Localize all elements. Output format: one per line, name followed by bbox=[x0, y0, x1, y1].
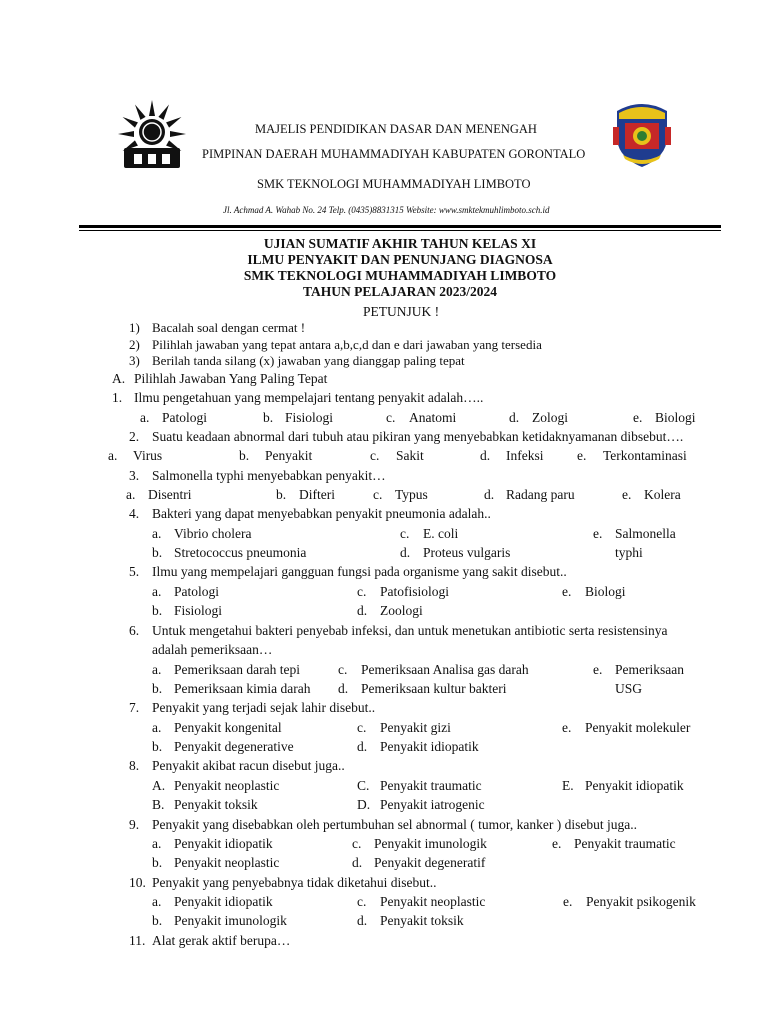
option-letter: e. bbox=[562, 584, 572, 599]
option-letter: a. bbox=[108, 448, 118, 463]
instruction-text: Pilihlah jawaban yang tepat antara a,b,c,d dan e dari jawaban yang tersedia bbox=[152, 337, 542, 352]
option-letter: d. bbox=[352, 855, 363, 870]
option-letter: e. bbox=[633, 410, 643, 425]
option-letter: a. bbox=[126, 487, 136, 502]
option-text: Penyakit neoplastic bbox=[174, 855, 280, 870]
option-letter: e. bbox=[593, 662, 603, 677]
option-text: Penyakit idiopatik bbox=[585, 778, 684, 793]
question-text: Suatu keadaan abnormal dari tubuh atau pikiran yang menyebabkan ketidaknyamanan dibsebut…. bbox=[152, 429, 684, 444]
option-letter: e. bbox=[593, 526, 603, 541]
header-address: Jl. Achmad A. Wahab No. 24 Telp. (0435)8831315 Website: www.smktekmuhlimboto.sch.id bbox=[223, 205, 550, 215]
option-letter: c. bbox=[338, 662, 348, 677]
option-letter: d. bbox=[338, 681, 349, 696]
section-number: A. bbox=[112, 371, 126, 386]
option-letter: d. bbox=[484, 487, 495, 502]
option-text: Pemeriksaan Analisa gas darah bbox=[361, 662, 529, 677]
option-text: Penyakit idiopatik bbox=[380, 739, 479, 754]
option-text: Patologi bbox=[174, 584, 220, 599]
option-letter: a. bbox=[152, 662, 162, 677]
question-number: 6. bbox=[129, 623, 140, 638]
option-text: Zoologi bbox=[380, 603, 423, 618]
question-text: Penyakit yang penyebabnya tidak diketahui disebut.. bbox=[152, 875, 437, 890]
option-letter: B. bbox=[152, 797, 165, 812]
question-number: 3. bbox=[129, 468, 140, 483]
question-text: Alat gerak aktif berupa… bbox=[152, 933, 291, 948]
option-letter: e. bbox=[552, 836, 562, 851]
option-text: Kolera bbox=[644, 487, 681, 502]
option-text: E. coli bbox=[423, 526, 459, 541]
option-text-continued: typhi bbox=[615, 545, 643, 560]
option-letter: d. bbox=[357, 603, 368, 618]
question-text: Bakteri yang dapat menyebabkan penyakit pneumonia adalah.. bbox=[152, 506, 491, 521]
option-text: Penyakit traumatic bbox=[380, 778, 482, 793]
option-text: Penyakit toksik bbox=[380, 913, 464, 928]
option-text: Fisiologi bbox=[285, 410, 334, 425]
option-letter: e. bbox=[622, 487, 632, 502]
option-text: Penyakit iatrogenic bbox=[380, 797, 485, 812]
option-letter: d. bbox=[400, 545, 411, 560]
question-number: 8. bbox=[129, 758, 140, 773]
option-text: Patologi bbox=[162, 410, 208, 425]
option-text: Vibrio cholera bbox=[174, 526, 252, 541]
question-number: 2. bbox=[129, 429, 140, 444]
option-text: Penyakit bbox=[265, 448, 313, 463]
option-letter: a. bbox=[152, 836, 162, 851]
header-rule-thin bbox=[79, 230, 721, 231]
exam-title-1: UJIAN SUMATIF AKHIR TAHUN KELAS XI bbox=[263, 236, 537, 251]
option-text: Biologi bbox=[655, 410, 696, 425]
question-number: 10. bbox=[129, 875, 146, 890]
option-letter: c. bbox=[370, 448, 380, 463]
exam-title-3: SMK TEKNOLOGI MUHAMMADIYAH LIMBOTO bbox=[243, 268, 557, 283]
option-letter: e. bbox=[563, 894, 573, 909]
option-letter: b. bbox=[239, 448, 250, 463]
instruction-number: 2) bbox=[129, 337, 140, 352]
option-text: Zologi bbox=[532, 410, 568, 425]
option-text: Infeksi bbox=[506, 448, 544, 463]
option-letter: C. bbox=[357, 778, 370, 793]
question-text: Salmonella typhi menyebabkan penyakit… bbox=[152, 468, 386, 483]
section-title: Pilihlah Jawaban Yang Paling Tepat bbox=[134, 371, 328, 386]
option-letter: c. bbox=[357, 894, 367, 909]
option-letter: b. bbox=[263, 410, 274, 425]
option-text: Fisiologi bbox=[174, 603, 223, 618]
option-text: Penyakit degeneratif bbox=[374, 855, 486, 870]
option-text: Pemeriksaan darah tepi bbox=[174, 662, 300, 677]
option-text: Patofisiologi bbox=[380, 584, 450, 599]
question-text: Penyakit yang terjadi sejak lahir disebut.. bbox=[152, 700, 376, 715]
option-letter: b. bbox=[152, 681, 163, 696]
question-number: 9. bbox=[129, 817, 140, 832]
question-text-continued: adalah pemeriksaan… bbox=[152, 642, 273, 657]
option-text: Penyakit gizi bbox=[380, 720, 451, 735]
exam-title-4: TAHUN PELAJARAN 2023/2024 bbox=[302, 284, 497, 299]
option-text: Pemeriksaan kultur bakteri bbox=[361, 681, 507, 696]
question-number: 1. bbox=[112, 390, 123, 405]
option-letter: a. bbox=[152, 584, 162, 599]
question-text: Penyakit akibat racun disebut juga.. bbox=[152, 758, 345, 773]
option-text: Proteus vulgaris bbox=[423, 545, 511, 560]
instruction-text: Bacalah soal dengan cermat ! bbox=[152, 320, 306, 335]
option-text: Anatomi bbox=[409, 410, 457, 425]
option-text: Typus bbox=[395, 487, 428, 502]
question-number: 11. bbox=[129, 933, 146, 948]
option-text: Penyakit idiopatik bbox=[174, 894, 273, 909]
option-letter: E. bbox=[562, 778, 574, 793]
option-text: Penyakit imunologik bbox=[374, 836, 487, 851]
option-text: Penyakit kongenital bbox=[174, 720, 282, 735]
option-letter: d. bbox=[480, 448, 491, 463]
option-text: Biologi bbox=[585, 584, 626, 599]
instructions-heading: PETUNJUK ! bbox=[363, 304, 440, 319]
option-letter: b. bbox=[152, 545, 163, 560]
exam-title-2: ILMU PENYAKIT DAN PENUNJANG DIAGNOSA bbox=[247, 252, 553, 267]
option-letter: b. bbox=[152, 739, 163, 754]
option-letter: c. bbox=[357, 720, 367, 735]
option-text: Penyakit neoplastic bbox=[380, 894, 486, 909]
option-letter: d. bbox=[357, 913, 368, 928]
option-text: Difteri bbox=[299, 487, 335, 502]
header-line-2: PIMPINAN DAERAH MUHAMMADIYAH KABUPATEN GORONTALO bbox=[202, 147, 586, 161]
option-letter: A. bbox=[152, 778, 166, 793]
option-text: Stretococcus pneumonia bbox=[174, 545, 307, 560]
option-letter: c. bbox=[400, 526, 410, 541]
option-text: Pemeriksaan kimia darah bbox=[174, 681, 311, 696]
question-number: 7. bbox=[129, 700, 140, 715]
option-letter: a. bbox=[140, 410, 150, 425]
option-letter: c. bbox=[386, 410, 396, 425]
school-crest-logo bbox=[609, 97, 675, 169]
option-letter: a. bbox=[152, 720, 162, 735]
option-text: Penyakit traumatic bbox=[574, 836, 676, 851]
option-text: Sakit bbox=[396, 448, 424, 463]
option-letter: b. bbox=[152, 913, 163, 928]
option-letter: e. bbox=[577, 448, 587, 463]
option-text: Pemeriksaan bbox=[615, 662, 684, 677]
option-letter: c. bbox=[357, 584, 367, 599]
option-text: Penyakit imunologik bbox=[174, 913, 287, 928]
instruction-text: Berilah tanda silang (x) jawaban yang dianggap paling tepat bbox=[152, 353, 465, 368]
instruction-number: 1) bbox=[129, 320, 140, 335]
option-letter: e. bbox=[562, 720, 572, 735]
option-text: Penyakit toksik bbox=[174, 797, 258, 812]
option-letter: a. bbox=[152, 526, 162, 541]
muhammadiyah-sun-logo bbox=[114, 98, 190, 170]
question-text: Ilmu pengetahuan yang mempelajari tentang penyakit adalah….. bbox=[134, 390, 484, 405]
option-text: Terkontaminasi bbox=[603, 448, 687, 463]
option-text: Penyakit degenerative bbox=[174, 739, 294, 754]
option-text: Virus bbox=[133, 448, 163, 463]
option-letter: b. bbox=[276, 487, 287, 502]
option-letter: a. bbox=[152, 894, 162, 909]
option-letter: b. bbox=[152, 855, 163, 870]
question-number: 5. bbox=[129, 564, 140, 579]
question-text: Penyakit yang disebabkan oleh pertumbuhan sel abnormal ( tumor, kanker ) disebut juga.. bbox=[152, 817, 637, 832]
question-text: Untuk mengetahui bakteri penyebab infeksi, dan untuk menetukan antibiotic serta resistensinya bbox=[152, 623, 668, 638]
option-text: Disentri bbox=[148, 487, 192, 502]
option-letter: D. bbox=[357, 797, 371, 812]
option-text: Salmonella bbox=[615, 526, 676, 541]
option-letter: c. bbox=[373, 487, 383, 502]
header-line-3: SMK TEKNOLOGI MUHAMMADIYAH LIMBOTO bbox=[257, 177, 531, 191]
option-text: Penyakit neoplastic bbox=[174, 778, 280, 793]
option-text-continued: USG bbox=[615, 681, 643, 696]
option-letter: c. bbox=[352, 836, 362, 851]
option-text: Penyakit molekuler bbox=[585, 720, 691, 735]
option-text: Radang paru bbox=[506, 487, 575, 502]
option-text: Penyakit idiopatik bbox=[174, 836, 273, 851]
option-letter: d. bbox=[357, 739, 368, 754]
option-letter: b. bbox=[152, 603, 163, 618]
question-text: Ilmu yang mempelajari gangguan fungsi pada organisme yang sakit disebut.. bbox=[152, 564, 567, 579]
header-rule-thick bbox=[79, 225, 721, 228]
question-number: 4. bbox=[129, 506, 140, 521]
header-line-1: MAJELIS PENDIDIKAN DASAR DAN MENENGAH bbox=[255, 122, 537, 136]
option-text: Penyakit psikogenik bbox=[586, 894, 696, 909]
instruction-number: 3) bbox=[129, 353, 140, 368]
option-letter: d. bbox=[509, 410, 520, 425]
